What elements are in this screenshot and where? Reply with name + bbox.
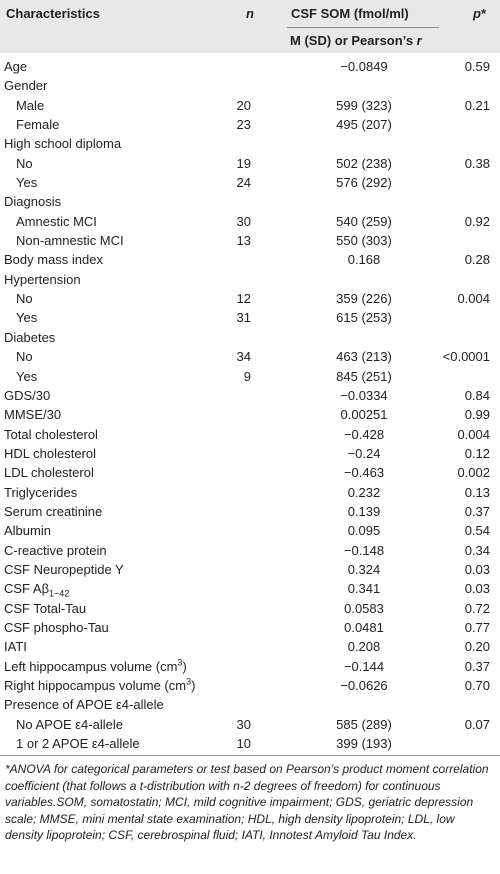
header-csf-som: CSF SOM (fmol/ml) [291,6,409,21]
row-label: No [16,349,33,365]
table-row [0,386,500,405]
table-row [0,483,500,502]
table-row [0,367,500,386]
row-csf-som: −0.24 [347,445,381,461]
table-row [0,96,500,115]
row-label: CSF phospho-Tau [4,619,109,635]
row-csf-som: 615 (253) [336,310,392,326]
row-p-value: 0.72 [464,600,490,616]
table-row [0,134,500,153]
table-row [0,328,500,347]
table-row [0,618,500,637]
row-csf-som: 585 (289) [336,716,392,732]
table-row [0,289,500,308]
row-csf-som: 550 (303) [336,233,392,249]
row-csf-som: −0.148 [343,542,385,558]
row-csf-som: 540 (259) [336,213,392,229]
table-row [0,715,500,734]
row-p-value: <0.0001 [442,349,490,365]
row-n: 20 [236,97,251,113]
row-n: 34 [236,349,251,365]
header-subtitle: M (SD) or Pearson’s r [290,33,422,48]
row-p-value: 0.37 [464,503,490,519]
row-csf-som: 502 (238) [336,155,392,171]
row-p-value: 0.03 [464,561,490,577]
row-label: No APOE ε4-allele [16,716,123,732]
row-csf-som: 0.341 [347,581,381,597]
table-row [0,270,500,289]
row-p-value: 0.21 [464,97,490,113]
table-row [0,425,500,444]
table-row [0,347,500,366]
row-csf-som: 599 (323) [336,97,392,113]
row-p-value: 0.99 [464,407,490,423]
table-row [0,308,500,327]
row-csf-som: 576 (292) [336,175,392,191]
row-label: No [16,291,33,307]
row-label: Diabetes [4,329,56,345]
row-csf-som: −0.463 [343,465,385,481]
table-row [0,212,500,231]
row-n: 31 [236,310,251,326]
row-csf-som: −0.144 [343,658,385,674]
row-csf-som: 359 (226) [336,291,392,307]
table-row [0,250,500,269]
table-row [0,502,500,521]
row-n: 19 [236,155,251,171]
table-header [0,0,500,53]
row-label: No [16,155,33,171]
row-csf-som: 463 (213) [336,349,392,365]
row-label: Total cholesterol [4,426,98,442]
row-n: 30 [236,213,251,229]
row-p-value: 0.38 [464,155,490,171]
row-csf-som: 495 (207) [336,117,392,133]
row-p-value: 0.37 [464,658,490,674]
table-row [0,579,500,598]
row-csf-som: 0.0481 [344,619,384,635]
table-row [0,115,500,134]
row-csf-som: 0.0583 [344,600,384,616]
row-csf-som: −0.0334 [340,387,388,403]
row-csf-som: 399 (193) [336,736,392,752]
row-n: 23 [236,117,251,133]
row-label: HDL cholesterol [4,445,97,461]
row-n: 24 [236,175,251,191]
row-p-value: 0.77 [464,619,490,635]
row-label: Non-amnestic MCI [16,233,124,249]
row-n: 9 [243,368,251,384]
row-p-value: 0.59 [464,59,490,74]
row-n: 10 [236,736,251,752]
row-p-value: 0.002 [457,465,490,481]
table-row [0,676,500,695]
row-p-value: 0.92 [464,213,490,229]
table-row [0,560,500,579]
row-p-value: 0.03 [464,581,490,597]
row-p-value: 0.07 [464,716,490,732]
row-p-value: 0.34 [464,542,490,558]
row-label: C-reactive protein [4,542,107,558]
table-row [0,405,500,424]
row-p-value: 0.13 [464,484,490,500]
row-csf-som: 0.00251 [340,407,388,423]
row-n: 12 [236,291,251,307]
table-row [0,657,500,676]
row-label: Hypertension [4,271,81,287]
table-row [0,541,500,560]
table-row [0,192,500,211]
row-label: Amnestic MCI [16,213,97,229]
row-label: Yes [16,175,38,191]
row-label: CSF Neuropeptide Y [4,561,124,577]
header-characteristics: Characteristics [6,6,100,21]
row-csf-som: 0.095 [347,523,381,539]
row-csf-som: −0.428 [343,426,385,442]
row-csf-som: 0.208 [347,639,381,655]
row-label: Right hippocampus volume $(cm^3)$ [4,676,196,693]
row-p-value: 0.54 [464,523,490,539]
table-row [0,57,500,76]
row-p-value: 0.84 [464,387,490,403]
table-row [0,173,500,192]
row-label: Male [16,97,45,113]
row-p-value: 0.28 [464,252,490,268]
row-label: Gender [4,78,48,94]
row-label: Female [16,117,60,133]
row-p-value: 0.12 [464,445,490,461]
row-csf-som: 0.324 [347,561,381,577]
row-csf-som: 0.139 [347,503,381,519]
row-csf-som: 0.168 [347,252,381,268]
table-footnote: *ANOVA for categorical parameters or test based on Pearson’s product moment correlation coefficient (that follows a t-distribution with n-2 degrees of freedom) for continuous variables.SOM, somatostatin; MCI, mild cognitive impairment; GDS, geriatric depression scale; MMSE, mini mental state examination; HDL, high density lipoprotein; LDL, low density lipoprotein; CSF, cerebrospinal fluid; IATI, Innotest Amyloid Tau Index. [0,755,500,844]
table-body [0,53,500,753]
row-label: Age [4,59,28,74]
row-label: Diagnosis [4,194,62,210]
table-row [0,463,500,482]
row-label: IATI [4,639,27,655]
row-n: 30 [236,716,251,732]
row-n: 13 [236,233,251,249]
row-label: CSF Total-Tau [4,600,87,616]
table-row [0,521,500,540]
table-row [0,231,500,250]
row-p-value: 0.70 [464,678,490,693]
row-csf-som: −0.0626 [340,678,388,693]
row-label: Yes [16,310,38,326]
row-label: LDL cholesterol [4,465,94,481]
row-label: GDS/30 [4,387,51,403]
table-row [0,695,500,714]
row-p-value: 0.20 [464,639,490,655]
row-label: Serum creatinine [4,503,103,519]
row-label: Yes [16,368,38,384]
row-label: Albumin [4,523,51,539]
header-n: n [246,6,254,21]
row-csf-som: 845 (251) [336,368,392,384]
table-row [0,76,500,95]
table-row [0,734,500,753]
row-label: MMSE/30 [4,407,62,423]
table-row [0,154,500,173]
row-label: Triglycerides [4,484,78,500]
table-row [0,444,500,463]
row-label: High school diploma [4,136,122,152]
row-p-value: 0.004 [457,291,490,307]
row-label: Presence of APOE ε4-allele [4,697,164,713]
header-p: p* [473,6,487,21]
row-label: Left hippocampus volume $(cm^3)$ [4,657,187,674]
row-csf-som: −0.0849 [340,59,388,74]
table-row [0,637,500,656]
row-label: CSF $A\beta_{1-42}$ [4,581,70,599]
row-label: Body mass index [4,252,103,268]
row-p-value: 0.004 [457,426,490,442]
table-row [0,599,500,618]
row-csf-som: 0.232 [347,484,381,500]
row-label: 1 or 2 APOE ε4-allele [16,736,140,752]
